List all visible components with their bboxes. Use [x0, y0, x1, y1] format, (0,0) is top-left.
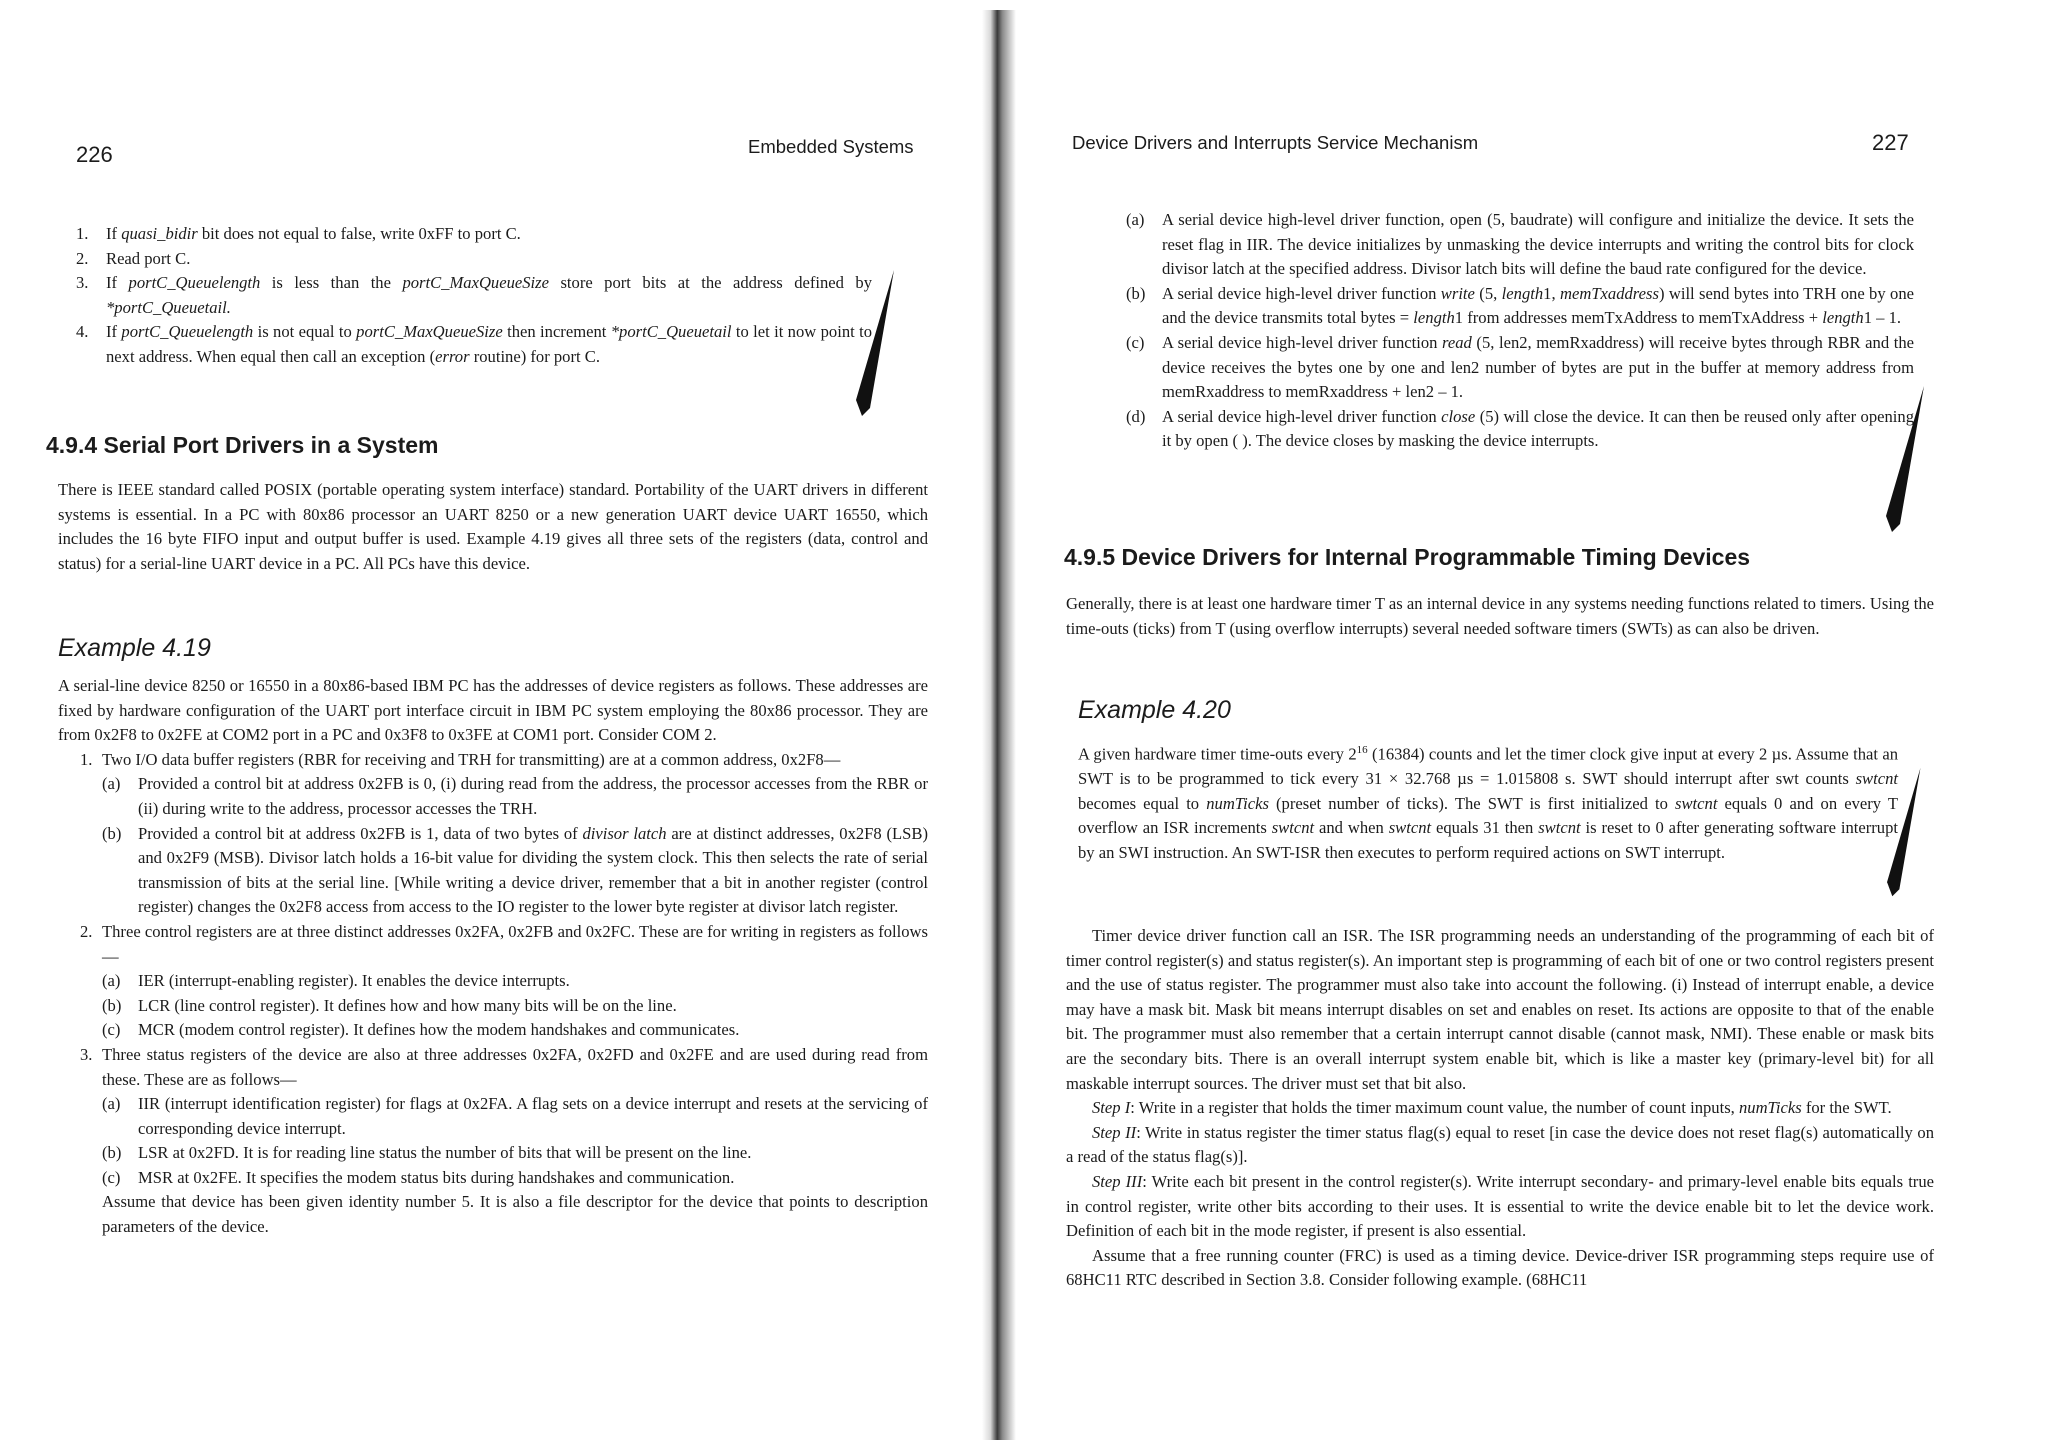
timer-discussion — [1066, 924, 1934, 1293]
step-3 — [1066, 1170, 1934, 1244]
pen-mark-icon — [848, 268, 898, 418]
function-item — [1126, 208, 1914, 282]
text-run: 1 – 1. — [1863, 308, 1902, 328]
text-run: read — [1442, 332, 1472, 352]
step-2 — [1066, 1121, 1934, 1170]
text-run: 1, — [1543, 283, 1560, 303]
step-item — [76, 271, 872, 320]
text-run: length — [1413, 308, 1455, 328]
sub-item-text: MSR at 0x2FE. It specifies the modem status bits during handshakes and communication. — [138, 1167, 735, 1187]
list-item-3: 3. Three status registers of the device are also at three addresses 0x2FA, 0x2FD and 0x2FE and are used during read from these. These are as follows— (a) IIR (interrupt identification register) for flags at 0x2FA. A flag sets on a device interrupt and resets at the servicing of corresponding device interrupt. (b) LSR at 0x2FD. It is for reading line status the number of bits that will be present on the line. (c) MSR at 0x2FE. It specifies the modem status bits during handshakes and communication. — [58, 1043, 928, 1191]
right-page — [1010, 0, 2048, 1448]
text-run: A serial device high-level driver function — [1162, 283, 1441, 303]
sub-item-text: LSR at 0x2FD. It is for reading line status the number of bits that will be present on the line. — [138, 1143, 752, 1163]
text-run: are at distinct addresses, 0x2F8 (LSB) and 0x2F9 (MSB). Divisor latch holds a 16-bit value for dividing the system clock. This then selects the rate of serial transmission of bits at the serial line. [While writing a device driver, remember that a bit in another register (control register) changes the 0x2F8 access from access to the IO register to the lower byte register at divisor latch register. — [138, 823, 928, 917]
sub-item-label: (b) — [102, 995, 122, 1015]
sub-item-text: IER (interrupt-enabling register). It enables the device interrupts. — [138, 971, 570, 991]
text-run: memTxaddress — [1559, 283, 1659, 303]
paragraph: Assume that a free running counter (FRC) is used as a timing device. Device-driver ISR programming steps require use of 68HC11 RTC described in Section 3.8. Consider following example. (68HC11 — [1066, 1245, 1934, 1290]
function-item — [1126, 405, 1914, 454]
text-run: is not equal to — [253, 322, 357, 342]
text-run: is less than the — [260, 273, 403, 293]
text-run: If — [106, 273, 129, 293]
paragraph: Generally, there is at least one hardware timer T as an internal device in any systems needing functions related to timers. Using the time-outs (ticks) from T (using overflow interrupts) several needed software timers (SWTs) as can also be driven. — [1066, 594, 1934, 638]
sub-item-label: (a) — [102, 1094, 121, 1114]
text-run: close — [1441, 406, 1476, 426]
step-label: Step II — [1092, 1122, 1137, 1142]
function-item — [1126, 331, 1914, 405]
text-run: length — [1501, 283, 1544, 303]
text-run: length — [1822, 308, 1864, 328]
text-run: bit does not equal to false, write 0xFF to port C. — [197, 224, 521, 243]
sub-item — [102, 1141, 928, 1166]
list-item-text: Two I/O data buffer registers (RBR for receiving and TRH for transmitting) are at a common address, 0x2F8— — [102, 749, 841, 769]
example-text — [1078, 738, 1898, 866]
sub-item-text: IIR (interrupt identification register) for flags at 0x2FA. A flag sets on a device interrupt and resets at the servicing of corresponding device interrupt. — [138, 1094, 928, 1138]
text-run: portC_MaxQueueSize — [356, 322, 503, 342]
sub-item-text: LCR (line control register). It defines how and how many bits will be on the line. — [138, 995, 677, 1015]
sub-item-label: (c) — [102, 1167, 121, 1187]
text-run: (preset number of ticks). The SWT is first initialized to — [1268, 793, 1676, 813]
left-page — [0, 0, 1000, 1448]
page-number: 227 — [1872, 130, 1909, 155]
sub-item-label: (b) — [102, 1143, 122, 1163]
example-body — [58, 674, 928, 1240]
running-head: Device Drivers and Interrupts Service Mechanism — [1072, 132, 1479, 153]
text-run: 16 — [1356, 744, 1368, 756]
paragraph: There is IEEE standard called POSIX (portable operating system interface) standard. Portability of the UART drivers in different systems is essential. In a PC with 80x86 processor an UART 8250 or a new generation UART device UART 16550, which includes the 16 byte FIFO input and output buffer is used. Example 4.19 gives all three sets of the registers (data, control and status) for a serial-line UART device in a PC. All PCs have this device. — [58, 480, 928, 573]
sub-item — [102, 1092, 928, 1141]
text-run: to let it now point to next address. When equal then call an exception ( — [106, 322, 873, 366]
list-item-2: 2. Three control registers are at three distinct addresses 0x2FA, 0x2FB and 0x2FC. These are for writing in registers as follows— (a) IER (interrupt-enabling register). It enables the device interrupts. (b) LCR (line control register). It defines how and how many bits will be on the line. (c) MCR (modem control register). It defines how the modem handshakes and communicates. — [58, 920, 928, 1043]
closing-paragraph: Assume that device has been given identity number 5. It is also a file descriptor for the device that points to description parameters of the device. — [102, 1192, 928, 1237]
text-run: (5, len2, memRxaddress) will receive bytes through RBR and the device receives the bytes one by one and len2 number of bytes are put in the buffer at memory address from memRxaddress to memRxaddress + len2 – 1. — [1162, 332, 1914, 402]
section-paragraph — [1066, 592, 1934, 641]
sub-item-b: (b) Provided a control bit at address 0x2FB is 1, data of two bytes of divisor latch are at distinct addresses, 0x2F8 (LSB) and 0x2F9 (MSB). Divisor latch holds a 16-bit value for dividing the system clock. This then selects the rate of serial transmission of bits at the serial line. [While writing a device driver, remember that a bit in another register (control register) changes the 0x2F8 access from access to the IO register to the lower byte register at divisor latch register. — [102, 822, 928, 920]
text-run: Provided a control bit at address 0x2FB is 1, data of two bytes of — [138, 823, 583, 843]
text-run: If — [106, 322, 122, 342]
text-run: ) will send bytes into TRH one by one and the device transmits total bytes = — [1162, 283, 1914, 328]
paragraph: Timer device driver function call an ISR. The ISR programming needs an understanding of the programming of each bit of timer control register(s) and status register(s). An important step is programming of each bit of one or two control registers present and the use of status register. The programmer must also take into account the following. (i) Instead of interrupt enable, a device may have a mask bit. Mask bit means interrupt disables on set and enables on reset. Its actions are opposite to that of the enable bit. The programmer must also remember that a certain interrupt cannot disable (cannot mask, NMI). These enable or mask bits are the secondary bits. There is an overall interrupt system enable bit, which is like a master key (primary-level bit) for all maskable interrupt sources. The driver must set that bit also. — [1066, 926, 1934, 1093]
step-item — [76, 320, 872, 369]
example-body — [1078, 738, 1898, 866]
text-run: quasi_bidir — [121, 224, 198, 243]
step-label: Step III — [1092, 1171, 1143, 1191]
text-run: error — [435, 346, 470, 366]
algorithm-steps — [76, 222, 872, 370]
list-item-text: Three status registers of the device are also at three addresses 0x2FA, 0x2FD and 0x2FE and are used during read from these. These are as follows— — [102, 1044, 928, 1089]
sub-item — [102, 969, 928, 994]
section-heading: 4.9.4 Serial Port Drivers in a System — [46, 432, 439, 458]
sub-item-a: (a) Provided a control bit at address 0x2FB is 0, (i) during read from the address, the processor accesses from the RBR or (ii) during write to the address, processor accesses the TRH. — [102, 772, 928, 821]
example-heading: Example 4.20 — [1078, 696, 1231, 724]
text-run: portC_MaxQueueSize — [402, 273, 549, 293]
step-1 — [1066, 1096, 1934, 1121]
text-run: swtcnt — [1675, 793, 1718, 813]
text-run: A serial device high-level driver function — [1162, 406, 1442, 426]
list-item-text: Three control registers are at three distinct addresses 0x2FA, 0x2FB and 0x2FC. These are for writing in registers as follows— — [102, 921, 928, 966]
text-run: for the SWT. — [1801, 1098, 1892, 1118]
text-run: swtcnt — [1855, 769, 1898, 789]
step-text: : Write each bit present in the control register(s). Write interrupt secondary- and primary-level enable bits equals true in control register, write other bits according to their uses. It is essential to write the device enable bit to let the device work. Definition of each bit in the mode register, if present is also essential. — [1066, 1171, 1934, 1241]
step-label: Step I — [1092, 1098, 1131, 1118]
sub-item-text: Provided a control bit at address 0x2FB is 0, (i) during read from the address, the processor accesses from the RBR or (ii) during write to the address, processor accesses the TRH. — [138, 774, 928, 818]
text-run: (5) will close the device. It can then be reused only after opening it by open ( ). The device closes by masking the device interrupts. — [1162, 406, 1914, 451]
list-item-1: 1. Two I/O data buffer registers (RBR for receiving and TRH for transmitting) are at a common address, 0x2F8— (a) Provided a control bit at address 0x2FB is 0, (i) during read from the address, the processor accesses from the RBR or (ii) during write to the address, processor accesses the TRH. (b) Provided a control bit at address 0x2FB is 1, data of two bytes of divisor latch are at distinct addresses, 0x2F8 (LSB) and 0x2F9 (MSB). Divisor latch holds a 16-bit value for dividing the system clock. This then selects the rate of serial transmission of bits at the serial line. [While writing a device driver, remember that a bit in another register (control register) changes the 0x2F8 access from access to the IO register to the lower byte register at divisor latch register. — [58, 748, 928, 920]
sub-item-label: (c) — [102, 1020, 121, 1040]
sub-item — [102, 994, 928, 1019]
text-run: : Write in a register that holds the timer maximum count value, the number of count inputs, — [1130, 1098, 1739, 1118]
text-run: *portC_Queuetail — [610, 322, 732, 342]
example-heading: Example 4.19 — [58, 634, 211, 662]
text-run: (16384) counts and let the timer clock give input at every 2 µs. Assume that an SWT is to be programmed to tick every 31 × 32.768 µs = 1.015808 s. SWT should interrupt after swt counts — [1078, 744, 1898, 789]
sub-item — [102, 1018, 928, 1043]
step-number: 2. — [76, 248, 89, 268]
text-run: write — [1440, 283, 1475, 303]
item-label: (b) — [1126, 283, 1146, 303]
text-run: then increment — [502, 322, 611, 342]
section-heading: 4.9.5 Device Drivers for Internal Programmable Timing Devices — [1064, 544, 1751, 570]
text-run: equals 31 then — [1431, 818, 1539, 838]
step-number: 3. — [76, 273, 89, 293]
page-number: 226 — [76, 142, 113, 167]
driver-function-list — [1126, 208, 1914, 454]
running-head: Embedded Systems — [748, 136, 914, 157]
text-run: store port bits at the address defined by — [549, 273, 873, 293]
text-run: divisor latch — [582, 823, 667, 843]
text-run: (5, — [1474, 283, 1502, 303]
pen-mark-icon — [1880, 762, 1924, 902]
text-run: A serial device high-level driver function, open (5, baudrate) will configure and initialize the device. It sets the reset flag in IIR. The device initializes by unmasking the device interrupts and writing the control bits for clock divisor latch at the specified address. Divisor latch bits will define the baud rate configured for the device. — [1162, 210, 1914, 279]
sub-item-text — [138, 822, 928, 920]
text-run: swtcnt — [1271, 818, 1315, 838]
sub-item — [102, 1166, 928, 1191]
text-run: becomes equal to — [1078, 793, 1207, 813]
step-item — [76, 247, 872, 272]
step-item — [76, 222, 872, 247]
text-run: numTicks — [1206, 793, 1269, 813]
step-number: 1. — [76, 224, 89, 243]
sub-item-label: (a) — [102, 971, 121, 991]
text-run: routine) for port C. — [469, 346, 600, 366]
text-run: portC_Queuelength — [121, 322, 254, 342]
text-run: *portC_Queuetail. — [106, 297, 231, 317]
function-item — [1126, 282, 1914, 331]
text-run: is reset to 0 after generating software interrupt by an SWI instruction. An SWT-ISR then executes to perform required actions on SWT interrupt. — [1078, 818, 1898, 862]
text-run: swtcnt — [1538, 818, 1581, 838]
text-run: A serial device high-level driver function — [1162, 332, 1443, 352]
text-run: equals 0 and on every T overflow an ISR increments — [1078, 793, 1899, 838]
item-label: (a) — [1126, 210, 1145, 229]
text-run: Read port C. — [106, 248, 191, 268]
item-label: (d) — [1126, 406, 1146, 426]
text-run: and when — [1314, 818, 1389, 838]
text-run: If — [106, 224, 122, 243]
text-run: numTicks — [1738, 1098, 1802, 1118]
step-number: 4. — [76, 322, 89, 342]
text-run: swtcnt — [1388, 818, 1432, 838]
item-label: (c) — [1126, 332, 1145, 352]
text-run: A given hardware timer time-outs every 2 — [1078, 744, 1357, 764]
sub-item-text: MCR (modem control register). It defines how the modem handshakes and communicates. — [138, 1020, 740, 1040]
section-paragraph — [58, 478, 928, 576]
example-intro: A serial-line device 8250 or 16550 in a 80x86-based IBM PC has the addresses of device registers as follows. These addresses are fixed by hardware configuration of the UART port interface circuit in IBM PC system employing the 80x86 processor. They are from 0x2F8 to 0x2FE at COM2 port in a PC and 0x3F8 to 0x3FE at COM1 port. Consider COM 2. — [58, 676, 928, 745]
text-run: portC_Queuelength — [128, 273, 261, 293]
text-run: 1 from addresses memTxAddress to memTxAddress + — [1454, 308, 1823, 328]
pen-mark-icon — [1878, 384, 1928, 534]
step-text: : Write in status register the timer status flag(s) equal to reset [in case the device does not reset flag(s) automatically on a read of the status flag(s)]. — [1066, 1122, 1934, 1167]
